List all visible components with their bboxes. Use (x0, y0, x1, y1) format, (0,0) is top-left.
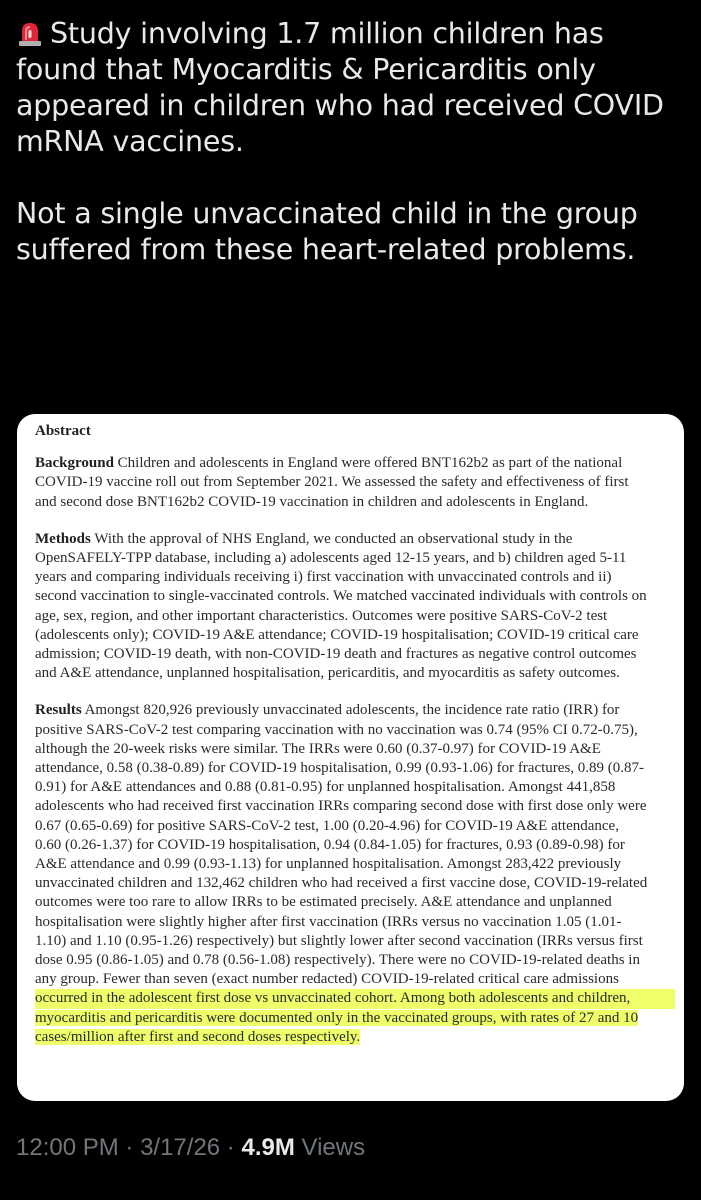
post-paragraph-1-text: Study involving 1.7 million children has found that Myocarditis & Pericarditis only appeared in children who had received COVID mRNA vaccines. (16, 17, 664, 158)
results-line-13: 1.10) and 1.10 (0.95-1.26) respectively) but slightly lower after second vaccination (IRRs versus first (35, 932, 643, 949)
methods-line-5: age, sex, region, and other important characteristics. Outcomes were positive SARS-CoV-2 test (35, 607, 608, 624)
methods-line-4: second vaccination to single-vaccinated controls. We matched vaccinated individuals with controls on (35, 588, 647, 605)
post-metadata (16, 1134, 365, 1162)
highlighted-text: Among both adolescents and children, (399, 990, 631, 1007)
views-label: Views (294, 1134, 366, 1161)
post-time[interactable]: 12:00 PM (16, 1134, 119, 1161)
methods-line-2: OpenSAFELY-TPP database, including a) adolescents aged 12-15 years, and b) children aged 5-11 (35, 550, 627, 567)
separator-dot: · (220, 1134, 242, 1161)
results-line-8: 0.60 (0.26-1.37) for COVID-19 hospitalisation, 0.94 (0.84-1.05) for fractures, 0.93 (0.89-0.98) for (35, 836, 625, 853)
results-line-10: unvaccinated children and 132,462 children who had received a first vaccine dose, COVID-19-related (35, 875, 648, 892)
background-line-1: Background Children and adolescents in England were offered BNT162b2 as part of the national (35, 455, 623, 472)
highlighted-text: cases/million after first and second doses respectively. (35, 1028, 361, 1045)
methods-line-7: admission; COVID-19 death, with non-COVID-19 death and fractures as negative control outcomes (35, 646, 637, 663)
results-line-2: positive SARS-CoV-2 test comparing vaccination with no vaccination was 0.74 (95% CI 0.72-0.75), (35, 721, 638, 738)
results-line-17-highlighted (35, 1009, 675, 1028)
police-siren-icon (16, 19, 44, 47)
results-line-9: A&E attendance and 0.99 (0.93-1.13) for unplanned hospitalisation. Amongst 283,422 previously (35, 856, 622, 873)
results-line-15: any group. Fewer than seven (exact number redacted) COVID-19-related critical care admissions (35, 971, 619, 988)
results-line-6: adolescents who had received first vaccination IRRs comparing second dose with first dose only were (35, 798, 647, 815)
background-line-3: and second dose BNT162b2 COVID-19 vaccination in children and adolescents in England. (35, 493, 589, 510)
results-line-12: hospitalisation were slightly higher after first vaccination (IRRs versus no vaccination 1.05 (1.01- (35, 913, 622, 930)
post-text (16, 16, 691, 268)
methods-line-8: and A&E attendance, unplanned hospitalisation, pericarditis, and myocarditis as safety outcomes. (35, 665, 620, 682)
results-line-16-highlighted: occurred in the adolescent first dose vs unvaccinated cohort. Among both adolescents and children, (35, 989, 675, 1008)
post-date[interactable]: 3/17/26 (140, 1134, 221, 1161)
post-paragraph-2: Not a single unvaccinated child in the group suffered from these heart-related problems. (16, 197, 638, 266)
results-section (35, 701, 675, 1047)
results-line-7: 0.67 (0.65-0.69) for positive SARS-CoV-2 test, 1.00 (0.20-4.96) for COVID-19 A&E attendance, (35, 817, 619, 834)
abstract-heading: Abstract (35, 423, 91, 439)
results-line-11: outcomes were too rare to allow IRRs to be estimated precisely. A&E attendance and unplanned (35, 894, 612, 911)
attached-image[interactable] (17, 414, 684, 1101)
methods-line-3: years and comparing individuals receiving i) first vaccination with unvaccinated controls and ii) (35, 569, 612, 586)
background-line-2: COVID-19 vaccine roll out from September 2021. We assessed the safety and effectiveness of first (35, 474, 629, 491)
results-line-3: although the 20-week risks were similar. The IRRs were 0.60 (0.37-0.97) for COVID-19 A&E (35, 740, 601, 757)
methods-lead: Methods (35, 530, 91, 547)
methods-line-6: (adolescents only); COVID-19 A&E attendance; COVID-19 hospitalisation; COVID-19 critical care (35, 626, 639, 643)
abstract-document (35, 422, 675, 1065)
highlighted-text: myocarditis and pericarditis were documented only in the vaccinated groups, with rates of 27 and 10 (35, 1009, 639, 1026)
background-lead: Background (35, 455, 114, 472)
results-line-18-highlighted (35, 1028, 675, 1047)
background-section (35, 454, 675, 512)
views-count: 4.9M (241, 1134, 295, 1161)
methods-section (35, 530, 675, 684)
results-line-14: dose 0.95 (0.86-1.05) and 0.78 (0.56-1.08) respectively). There were no COVID-19-related deaths in (35, 952, 640, 969)
separator-dot: · (118, 1134, 141, 1161)
results-line-1: Results Amongst 820,926 previously unvaccinated adolescents, the incidence rate ratio (IRR) for (35, 702, 620, 719)
methods-line-1: Methods With the approval of NHS England, we conducted an observational study in the (35, 530, 573, 547)
post-paragraph-1 (16, 16, 691, 160)
results-line-4: attendance, 0.58 (0.38-0.89) for COVID-19 hospitalisation, 0.99 (0.93-1.06) for fractures, 0.89 (0.87- (35, 760, 645, 777)
results-line-5: 0.91) for A&E attendances and 0.88 (0.81-0.95) for unplanned hospitalisation. Amongst 441,858 (35, 779, 616, 796)
results-lead: Results (35, 702, 82, 719)
